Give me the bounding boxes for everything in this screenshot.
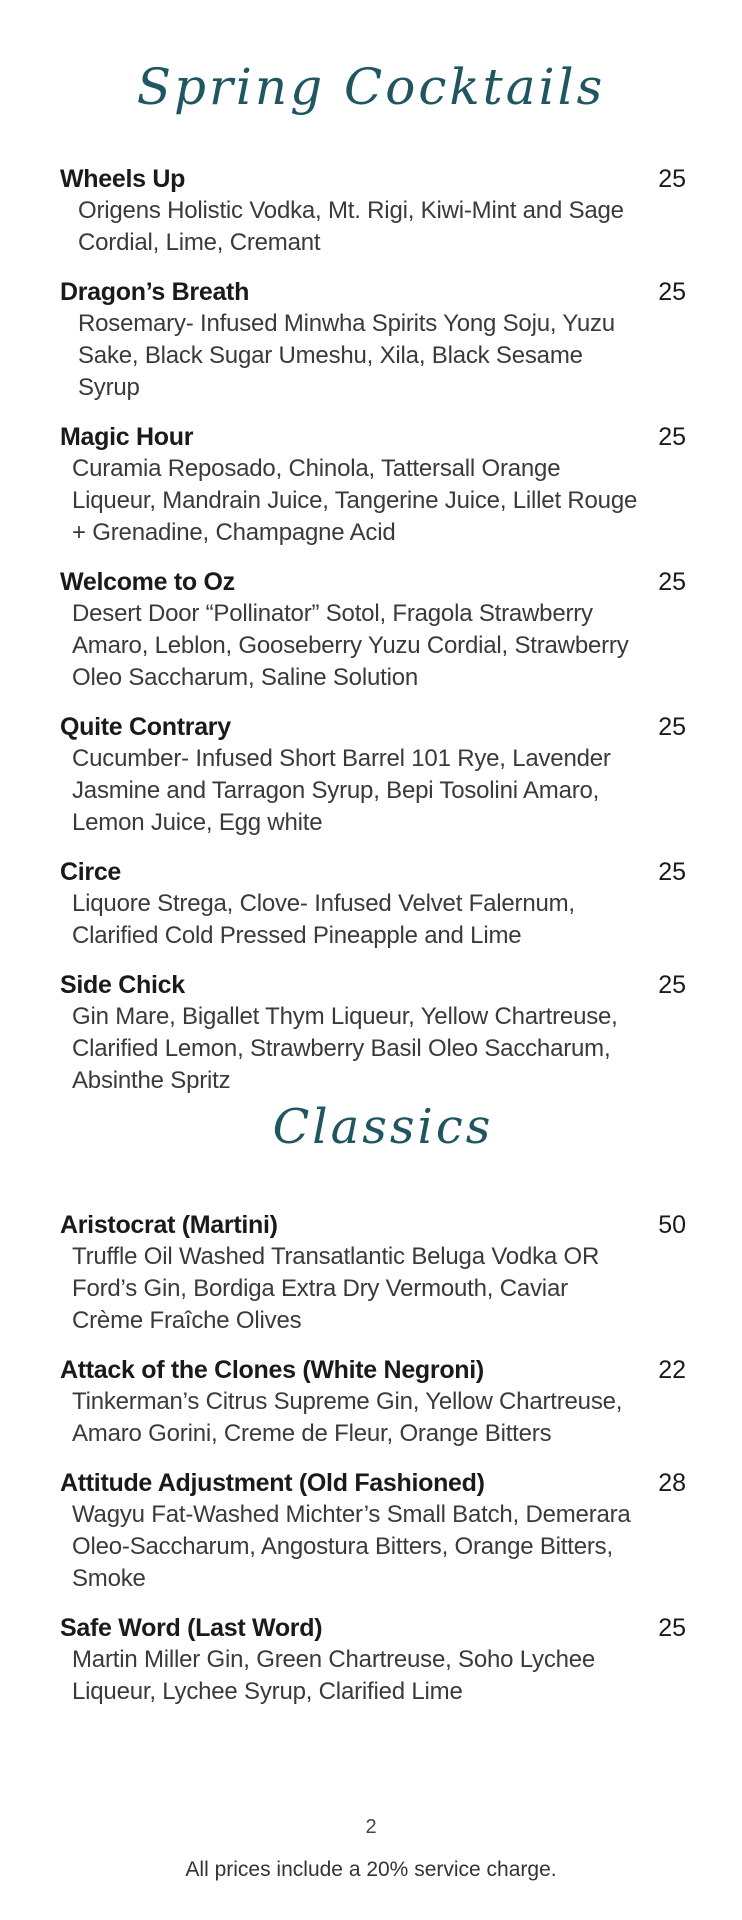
item-price: 25 bbox=[658, 278, 686, 306]
item-description: Rosemary- Infused Minwha Spirits Yong Soju, Yuzu Sake, Black Sugar Umeshu, Xila, Black Sesame Syrup bbox=[78, 310, 615, 401]
item-price: 50 bbox=[658, 1211, 686, 1239]
item-description: Cucumber- Infused Short Barrel 101 Rye, Lavender Jasmine and Tarragon Syrup, Bepi Tosolini Amaro, Lemon Juice, Egg white bbox=[72, 745, 611, 836]
service-charge-note: All prices include a 20% service charge. bbox=[185, 1858, 557, 1881]
item-description: Gin Mare, Bigallet Thym Liqueur, Yellow Chartreuse, Clarified Lemon, Strawberry Basil Oleo Saccharum, Absinthe Spritz bbox=[72, 1003, 618, 1094]
item-price: 25 bbox=[658, 568, 686, 596]
item-description: Desert Door “Pollinator” Sotol, Fragola Strawberry Amaro, Leblon, Gooseberry Yuzu Cordial, Strawberry Oleo Saccharum, Saline Solution bbox=[72, 600, 629, 691]
item-name: Attitude Adjustment (Old Fashioned) bbox=[60, 1469, 485, 1497]
item-price: 25 bbox=[658, 858, 686, 886]
classics-list bbox=[0, 1209, 742, 1725]
spring-cocktails-list bbox=[0, 163, 742, 1114]
item-price: 25 bbox=[658, 971, 686, 999]
item-price: 28 bbox=[658, 1469, 686, 1497]
item-description: Wagyu Fat-Washed Michter’s Small Batch, Demerara Oleo-Saccharum, Angostura Bitters, Orange Bitters, Smoke bbox=[72, 1501, 631, 1592]
item-name: Circe bbox=[60, 858, 122, 886]
menu-item bbox=[60, 1354, 686, 1450]
item-name: Wheels Up bbox=[60, 165, 186, 193]
item-price: 22 bbox=[658, 1356, 686, 1384]
spring-cocktails-heading: Spring Cocktails bbox=[136, 58, 606, 116]
classics-heading: Classics bbox=[272, 1099, 494, 1155]
page-number: 2 bbox=[365, 1816, 377, 1838]
item-description: Tinkerman’s Citrus Supreme Gin, Yellow Chartreuse, Amaro Gorini, Creme de Fleur, Orange Bitters bbox=[72, 1388, 623, 1447]
item-name: Side Chick bbox=[60, 971, 185, 999]
item-price: 25 bbox=[658, 423, 686, 451]
menu-item bbox=[60, 276, 686, 404]
item-price: 25 bbox=[658, 713, 686, 741]
item-name: Dragon’s Breath bbox=[60, 278, 250, 306]
menu-item bbox=[60, 1467, 686, 1595]
item-description: Martin Miller Gin, Green Chartreuse, Soho Lychee Liqueur, Lychee Syrup, Clarified Lime bbox=[72, 1646, 596, 1705]
item-name: Magic Hour bbox=[60, 423, 194, 451]
menu-item bbox=[60, 1209, 686, 1337]
item-description: Curamia Reposado, Chinola, Tattersall Orange Liqueur, Mandrain Juice, Tangerine Juice, Lillet Rouge + Grenadine, Champagne Acid bbox=[72, 455, 638, 546]
menu-item bbox=[60, 856, 686, 952]
menu-item bbox=[60, 163, 686, 259]
menu-item bbox=[60, 711, 686, 839]
item-name: Safe Word (Last Word) bbox=[60, 1614, 323, 1642]
menu-item bbox=[60, 421, 686, 549]
menu-item bbox=[60, 1612, 686, 1708]
item-name: Aristocrat (Martini) bbox=[60, 1211, 278, 1239]
menu-item bbox=[60, 566, 686, 694]
item-description: Origens Holistic Vodka, Mt. Rigi, Kiwi-Mint and Sage Cordial, Lime, Cremant bbox=[78, 197, 624, 256]
item-price: 25 bbox=[658, 1614, 686, 1642]
item-name: Attack of the Clones (White Negroni) bbox=[60, 1356, 484, 1384]
item-description: Truffle Oil Washed Transatlantic Beluga Vodka OR Ford’s Gin, Bordiga Extra Dry Vermouth, Caviar Crème Fraîche Olives bbox=[72, 1243, 600, 1334]
item-description: Liquore Strega, Clove- Infused Velvet Falernum, Clarified Cold Pressed Pineapple and Lime bbox=[72, 890, 575, 949]
item-name: Quite Contrary bbox=[60, 713, 231, 741]
item-name: Welcome to Oz bbox=[60, 568, 235, 596]
menu-item bbox=[60, 969, 686, 1097]
item-price: 25 bbox=[658, 165, 686, 193]
